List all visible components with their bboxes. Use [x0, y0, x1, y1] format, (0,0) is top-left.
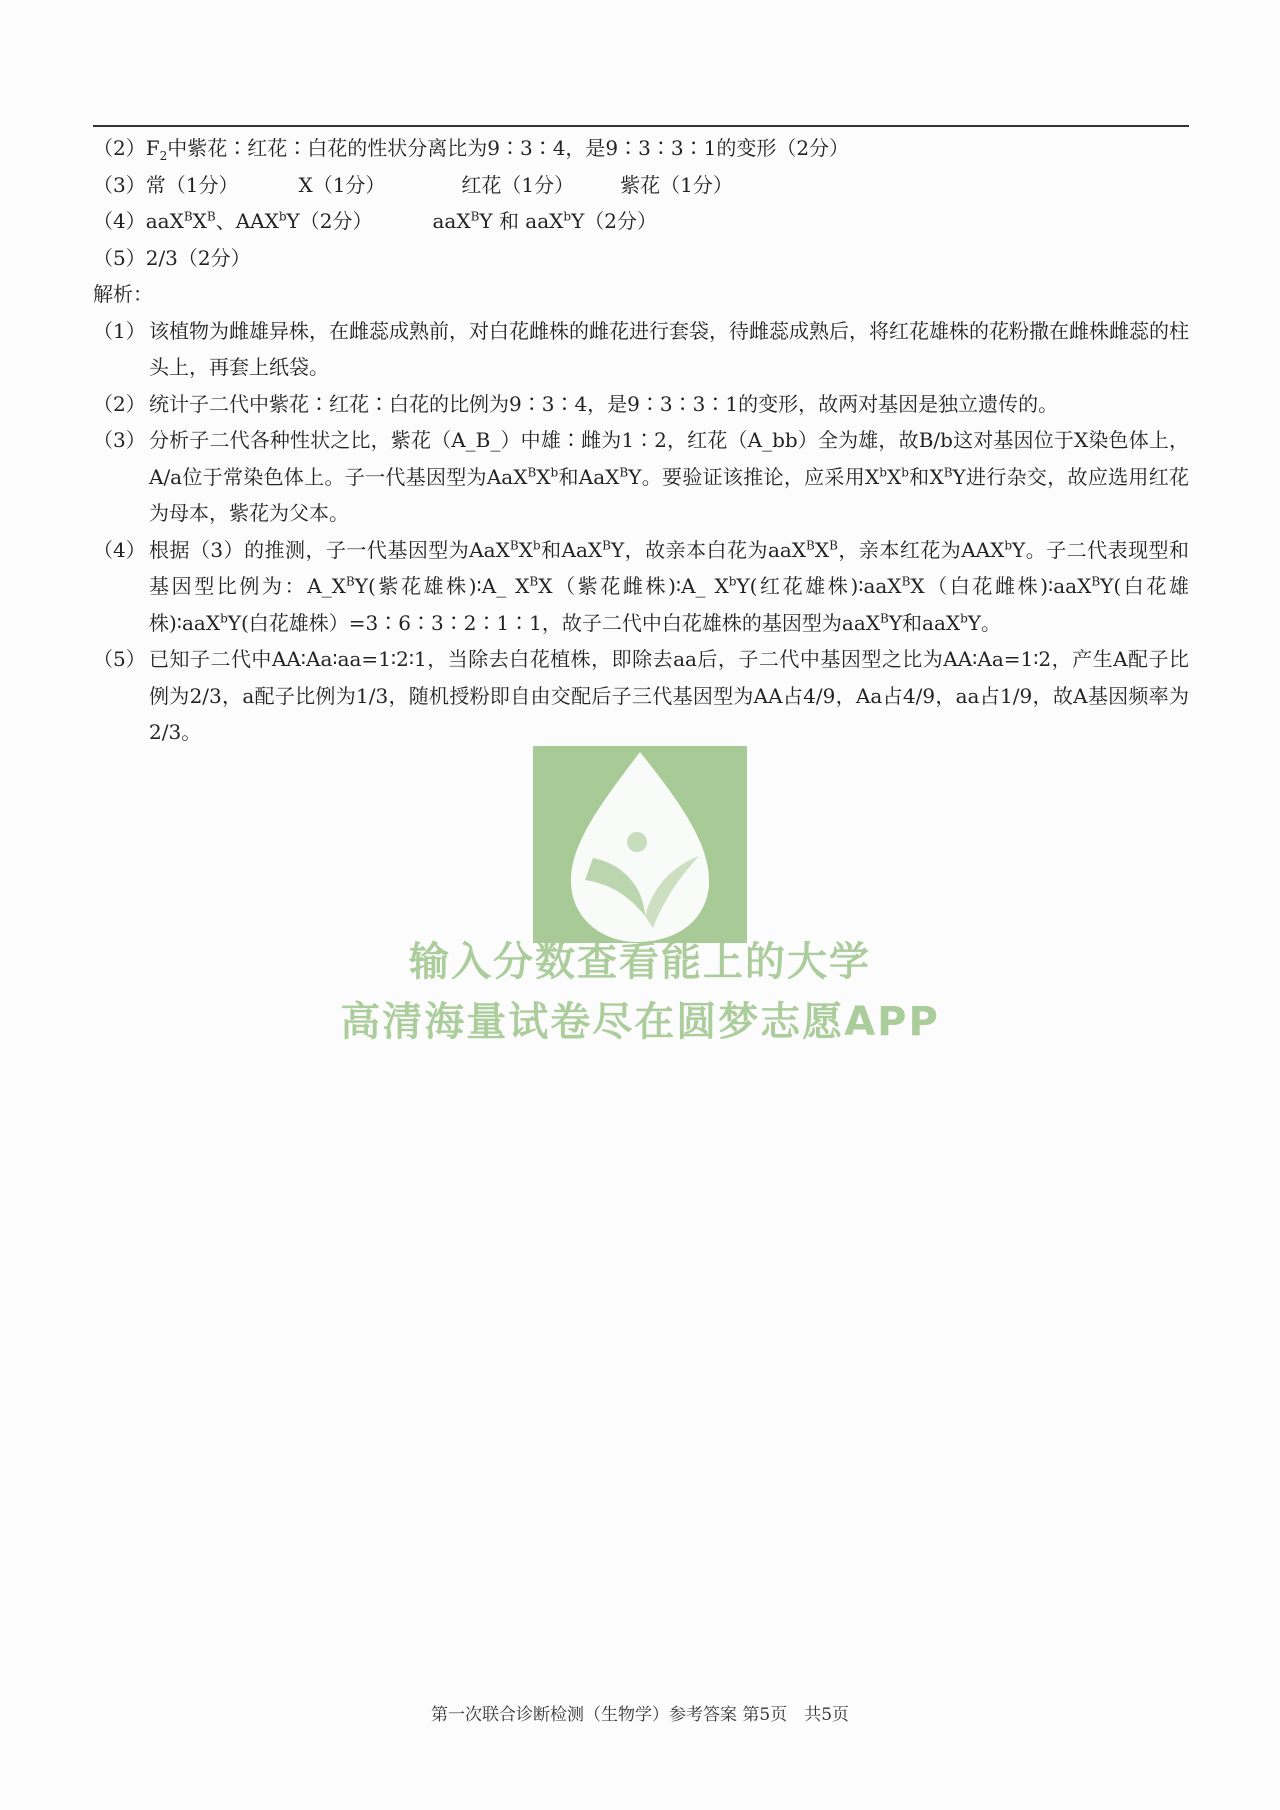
answer-2-text: 中紫花∶红花∶白花的性状分离比为9∶3∶4，是9∶3∶3∶1的变形（2分） [167, 136, 850, 160]
answer-4-part-1: $(4)aaX^BX^B$、AAX$^b$Y（2分） [93, 209, 373, 233]
analysis-item-text: 统计子二代中紫花∶红花∶白花的比例为9∶3∶4，是9∶3∶3∶1的变形，故两对基因是独立遗传的。 [149, 391, 1059, 416]
analysis-item [93, 532, 1189, 642]
answer-3-part-2: X（1分） [298, 172, 386, 197]
analysis-heading: 解析： [93, 282, 153, 306]
analysis-item-number: （2） [93, 391, 146, 416]
analysis-item-text: 根据（3）的推测，子一代基因型为$AaX^BX^b$和AaX$^B$Y，故亲本白花为$aaX^BX^B$，亲本红花为AAX$^b$Y。子二代表现型和基因型比例为：$A\_X^BY$(紫花雄株)∶A_ $X^BX$（紫花雌株)∶A_ $X^bY$(红花雄株)∶aaX$^B$X（白花雌株)∶aaX$^B$Y(白花雄株)∶aaX$^b$Y(白花雄株）=3∶6∶3∶2∶1∶1，故子二代中白花雄株的基因型为aaX$^B$Y和aaX$^b$Y。 [149, 537, 1190, 635]
analysis-item-text: 已知子二代中AA∶Aa∶aa=1∶2∶1，当除去白花植株，即除去aa后，子二代中基因型之比为AA∶Aa=1∶2，产生A配子比例为2/3，a配子比例为1/3，随机授粉即自由交配后子三代基因型为AA占4/9，Aa占4/9，aa占1/9，故A基因频率为2/3。 [149, 647, 1189, 744]
watermark-line-2: 高清海量试卷尽在圆梦志愿APP [340, 999, 940, 1045]
analysis-item-number: （4） [93, 537, 146, 562]
analysis-item-text: 分析子二代各种性状之比，紫花（A_B_）中雄∶雌为1∶2，红花（A_bb）全为雄，故B/b这对基因位于X染色体上，A/a位于常染色体上。子一代基因型为$AaX^BX^b$和AaX$^B$Y。要验证该推论，应采用$X^bX^b$和$X^BY$进行杂交，故应选用红花为母本，紫花为父本。 [149, 428, 1190, 525]
analysis-item [93, 386, 1189, 423]
answer-3-part-3: 红花（1分） [461, 172, 575, 197]
analysis-item-number: （1） [93, 318, 146, 343]
page-footer: 第一次联合诊断检测（生物学）参考答案 第5页 共5页 [430, 1705, 850, 1725]
watermark-logo [533, 746, 747, 943]
answer-3 [93, 167, 1189, 204]
analysis-item [93, 422, 1189, 532]
answer-2 [93, 130, 1189, 167]
answer-2-prefix: （2）F [93, 136, 160, 160]
answer-3-part-4: 紫花（1分） [620, 172, 733, 197]
answer-5: （5）2/3（2分） [93, 245, 251, 270]
answer-4 [93, 203, 1189, 240]
analysis-list [93, 313, 1189, 751]
analysis-item-number: （3） [93, 428, 146, 452]
header-rule [93, 125, 1189, 127]
watermark-line-1: 输入分数查看能上的大学 [409, 939, 871, 985]
analysis-item-text: 该植物为雌雄异株，在雌蕊成熟前，对白花雌株的雌花进行套袋，待雌蕊成熟后，将红花雄株的花粉撒在雌株雌蕊的柱头上，再套上纸袋。 [149, 318, 1189, 379]
analysis-item [93, 313, 1189, 386]
answer-4-part-2: aaX$^B$Y 和 aaX$^b$Y（2分） [432, 209, 658, 233]
answer-2-subscript: 2 [159, 149, 168, 163]
answer-3-part-1: （3）常（1分） [93, 172, 239, 197]
answer-content [93, 130, 1189, 751]
analysis-item-number: （5） [93, 647, 146, 671]
analysis-item [93, 641, 1189, 751]
